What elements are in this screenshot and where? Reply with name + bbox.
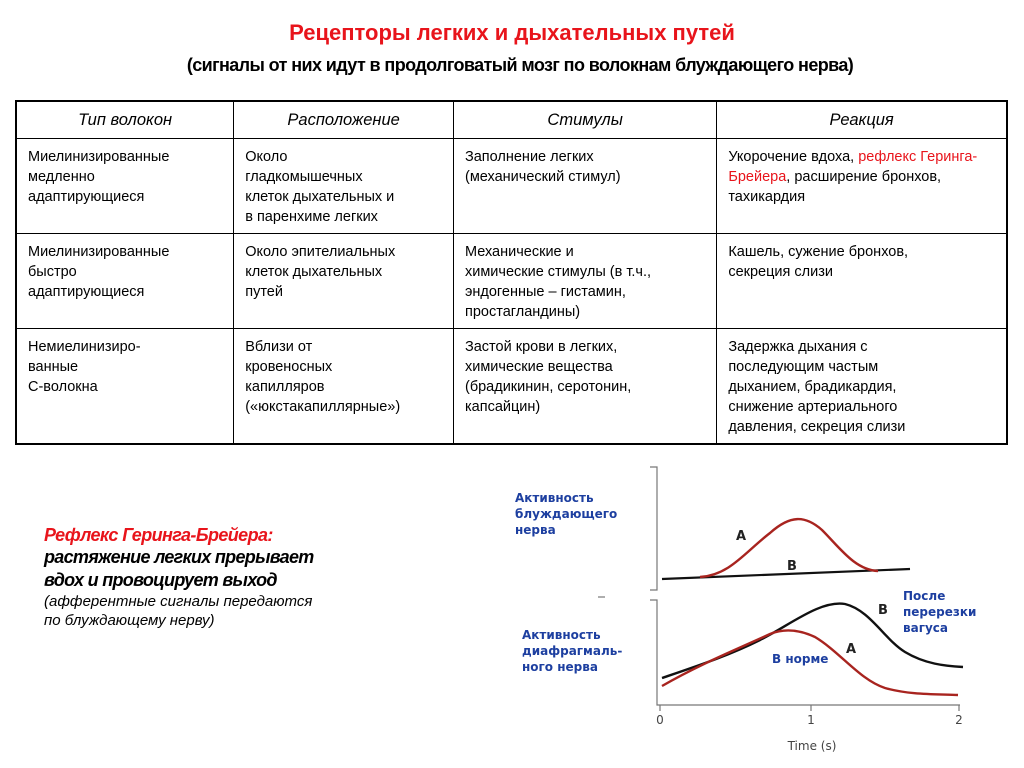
x-tick-label-2: 2	[955, 713, 963, 727]
diaphragm-activity-label	[522, 627, 622, 675]
reaction-text: Укорочение вдоха,	[728, 149, 859, 165]
cell-line: Застой крови в легких,	[464, 339, 618, 355]
label-line: Активность	[522, 628, 601, 642]
header-stimuli: Стимулы	[453, 101, 716, 139]
cell-line: («юкстакапиллярные»)	[245, 399, 401, 415]
cell-line: клеток дыхательных	[245, 264, 383, 280]
cell-line: Механические и	[464, 244, 574, 260]
label-line: блуждающего	[515, 507, 618, 521]
vagus-label-b: B	[787, 559, 797, 574]
page-subtitle: (сигналы от них идут в продолговатый мозг по волокнам блуждающего нерва)	[186, 55, 854, 75]
reflex-note-line: по блуждающему нерву)	[44, 612, 215, 629]
cell-line: снижение артериального	[728, 399, 898, 415]
reflex-heading: Рефлекс Геринга-Брейера:	[44, 525, 273, 545]
reflex-note-line: (афферентные сигналы передаются	[44, 593, 313, 610]
cell-line: Около	[245, 149, 288, 165]
upper-panel-axis	[650, 467, 657, 590]
cell-line: Миелинизированные	[28, 244, 170, 260]
reaction-text: , расширение бронхов, тахикардия	[728, 169, 942, 205]
cell-line: давления, секреция слизи	[728, 419, 906, 435]
cell-line: адаптирующиеся	[28, 284, 145, 300]
label-line: После	[903, 589, 946, 603]
diaphragm-label-a: A	[846, 642, 857, 657]
cell-line: дыханием, брадикардия,	[728, 379, 897, 395]
cell-line: химические вещества	[464, 359, 613, 375]
cell-line: быстро	[28, 264, 77, 280]
x-axis-label: Time (s)	[787, 739, 837, 753]
cell-line: С-волокна	[28, 379, 98, 395]
cell-line: Миелинизированные	[28, 149, 170, 165]
cell-line: клеток дыхательных и	[245, 189, 395, 205]
reflex-highlight: рефлекс Геринга-Брейера	[728, 149, 978, 185]
cell-line: (брадикинин, серотонин,	[464, 379, 632, 395]
label-line: диафрагмаль-	[522, 644, 623, 658]
label-line: вагуса	[903, 621, 948, 635]
label-line: Активность	[515, 491, 594, 505]
vagus-activity-label	[515, 490, 617, 538]
cell-line: Около эпителиальных	[245, 244, 396, 260]
cell-line: капсайцин)	[464, 399, 541, 415]
cell-line: ванные	[28, 359, 79, 375]
cell-line: гладкомышечных	[245, 169, 363, 185]
cell-line: Кашель, сужение бронхов,	[728, 244, 909, 260]
label-line: перерезки	[903, 605, 977, 619]
cell-line: Задержка дыхания с	[728, 339, 868, 355]
cell-line: простагландины)	[464, 304, 581, 320]
cell-line: последующим частым	[728, 359, 879, 375]
page-title: Рецепторы легких и дыхательных путей	[289, 20, 735, 45]
cell-line: медленно	[28, 169, 95, 185]
cell-line: в паренхиме легких	[245, 209, 378, 225]
cell-line: адаптирующиеся	[28, 189, 145, 205]
diaphragm-label-b: B	[878, 603, 888, 618]
cell-line: Немиелинизиро-	[28, 339, 141, 355]
cell-line: секреция слизи	[728, 264, 833, 280]
cell-line: путей	[245, 284, 283, 300]
header-location: Расположение	[234, 101, 454, 139]
cell-line: капилляров	[245, 379, 325, 395]
normal-label: В норме	[772, 652, 829, 666]
cell-line: Вблизи от	[245, 339, 313, 355]
label-line: нерва	[515, 523, 556, 537]
cell-line: эндогенные – гистамин,	[464, 284, 626, 300]
cell-line: кровеносных	[245, 359, 333, 375]
label-line: ного нерва	[522, 660, 598, 674]
cell-line: химические стимулы (в т.ч.,	[464, 264, 652, 280]
cell-line: (механический стимул)	[464, 169, 621, 185]
cell-line: Заполнение легких	[464, 149, 594, 165]
vagus-label-a: A	[736, 529, 747, 544]
reflex-body-line: растяжение легких прерывает	[44, 547, 314, 567]
reflex-body-line: вдох и провоцирует выход	[44, 570, 277, 590]
header-reaction: Реакция	[717, 101, 1007, 139]
x-tick-label-1: 1	[807, 713, 815, 727]
x-tick-label-0: 0	[656, 713, 664, 727]
after-vagotomy-label	[903, 588, 976, 636]
header-fiber-type: Тип волокон	[16, 101, 234, 139]
